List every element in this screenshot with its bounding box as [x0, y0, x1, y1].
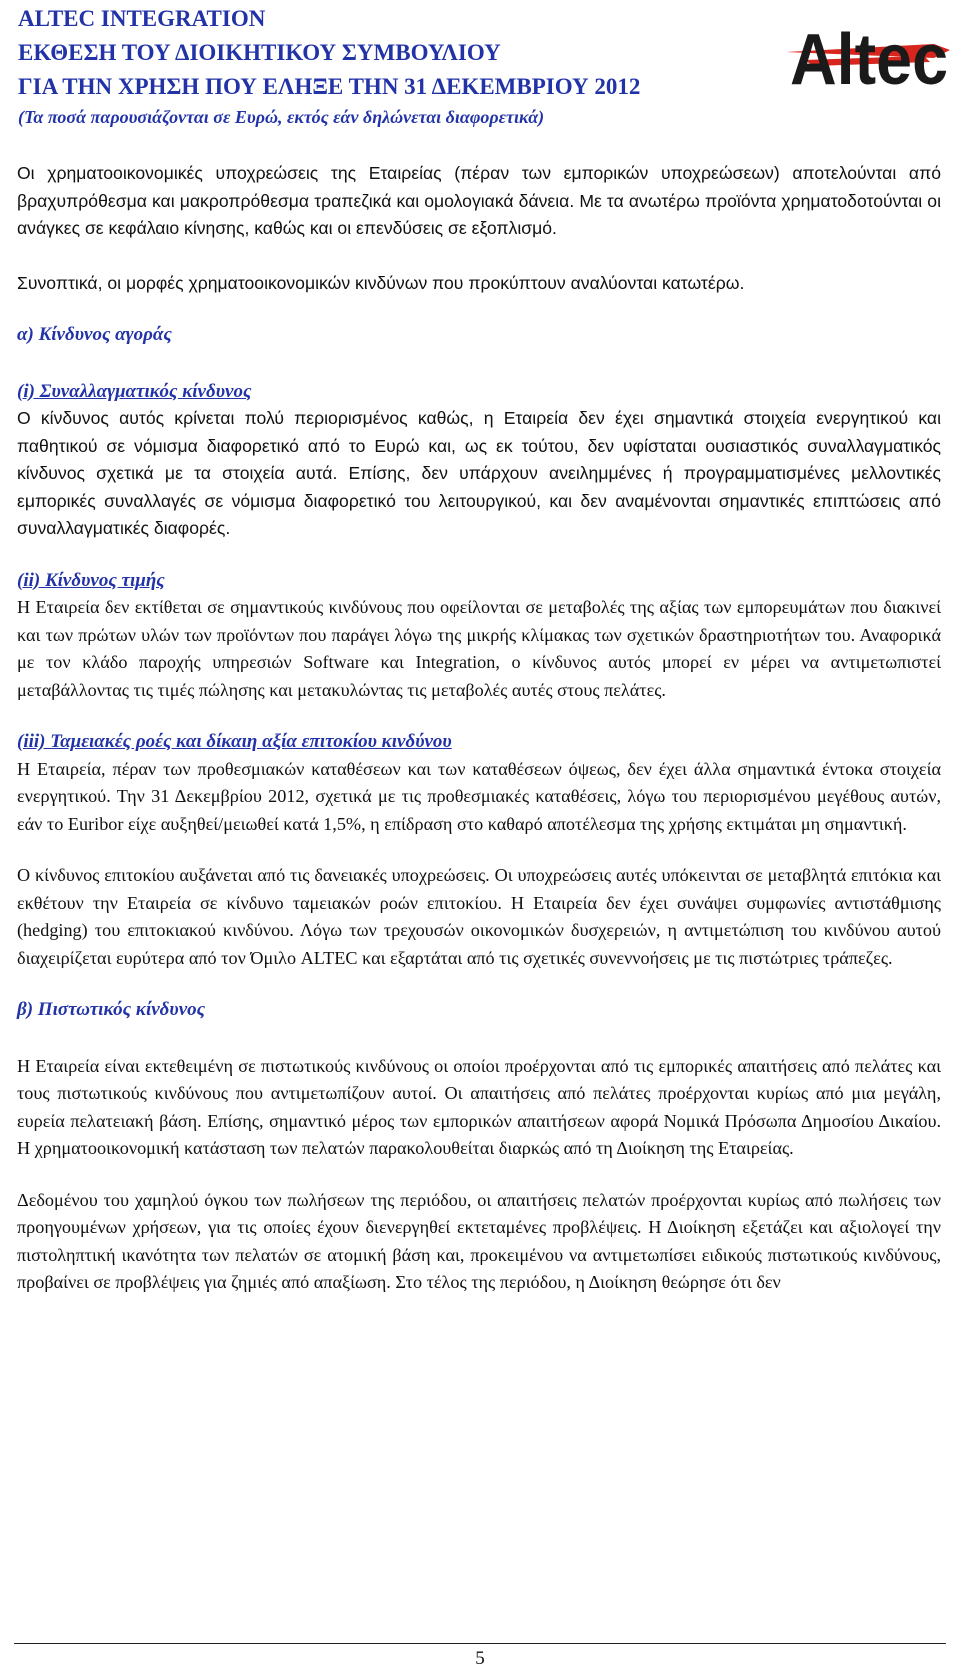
paragraph-receivables-provisions: Δεδομένου του χαμηλού όγκου των πωλήσεων της περιόδου, οι απαιτήσεις πελατών προέρχονται κυρίως από πωλήσεις των προηγουμένων χρήσεων, για τις οποίες έχουν διενεργηθεί εκτεταμένες προβλέψεις. Η Διοίκηση εξετάζει και αξιολογεί την πιστοληπτική ικανότητα των πελατών σε ατομική βάση και, προκειμένου να αντιμετωπίσει ειδικούς πιστωτικούς κινδύνους, προβαίνει σε προβλέψεις για ζημιές από απαξίωση. Στο τέλος της περιόδου, η Διοίκηση θεώρησε ότι δεν: [17, 1189, 941, 1292]
paragraph-price-risk: Η Εταιρεία δεν εκτίθεται σε σημαντικούς κινδύνους που οφείλονται σε μεταβολές της αξίας των εμπορευμάτων που διακινεί και των πρώτων υλών των προϊόντων που παράγει λόγω της μικρής κλίμακας των σχετικών δραστηριοτήτων του. Αναφορικά με τον κλάδο παροχής υπηρεσιών Software και Integration, ο κίνδυνος αυτός μπορεί εν μέρει να αντιμετωπιστεί μεταβάλλοντας τις τιμές πώλησης και μετακυλώντας τις μεταβολές αυτές στους πελάτες.: [17, 597, 941, 700]
report-period: ΓΙΑ ΤΗΝ ΧΡΗΣΗ ΠΟΥ ΕΛΗΞΕ ΤΗΝ 31 ΔΕΚΕΜΒΡΙΟΥ 2012: [18, 74, 641, 99]
paragraph-loan-interest-risk: Ο κίνδυνος επιτοκίου αυξάνεται από τις δανειακές υποχρεώσεις. Οι υποχρεώσεις αυτές υπόκεινται σε μεταβλητά επιτόκια και εκθέτουν την Εταιρεία σε κίνδυνο ταμειακών ροών επιτοκίου. Η Εταιρεία δεν έχει συνάψει συμφωνίες αντιστάθμισης (hedging) του επιτοκιακού κινδύνου. Λόγω των τρεχουσών οικονομικών δυσχερειών, η αντιμετώπιση του κινδύνου αυτού διαχειρίζεται ευρύτερα από τον Όμιλο ALTEC και εξαρτάται από τις σχετικές συνεννοήσεις με τις πιστώτριες τράπεζες.: [17, 865, 941, 968]
paragraph-deposits-interest: Η Εταιρεία, πέραν των προθεσμιακών καταθέσεων και των καταθέσεων όψεως, δεν έχει άλλα σημαντικά έντοκα στοιχεία ενεργητικού. Την 31 Δεκεμβρίου 2012, σχετικά με τις προθεσμιακές καταθέσεις, λόγω του περιορισμένου μεγέθους αυτών, εάν το Euribor είχε αυξηθεί/μειωθεί κατά 1,5%, η επίδραση στο καθαρό αποτέλεσμα της χρήσης εκτιμάται μη σημαντική.: [17, 758, 941, 834]
paragraph-credit-exposure: Η Εταιρεία είναι εκτεθειμένη σε πιστωτικούς κινδύνους οι οποίοι προέρχονται από τις εμπορικές απαιτήσεις από πελάτες και τους πιστωτικούς κινδύνους που αντιμετωπίζουν αυτοί. Οι απαιτήσεις από πελάτες προέρχονται κυρίως από μια μεγάλη, ευρεία πελατειακή βάση. Επίσης, σημαντικό μέρος των εμπορικών απαιτήσεων αφορά Νομικά Πρόσωπα Δημοσίου Δικαίου. Η χρηματοοικονομική κατάσταση των πελατών παρακολουθείται διαρκώς από τη Διοίκηση της Εταιρείας.: [17, 1055, 941, 1158]
footer-rule: [14, 1643, 946, 1644]
heading-price-risk: (ii) Κίνδυνος τιμής: [17, 569, 165, 591]
document-body: [17, 160, 941, 1297]
heading-cash-flow-interest-risk: (iii) Ταμειακές ροές και δίκαιη αξία επιτοκίου κινδύνου: [17, 731, 452, 752]
paragraph-risk-summary: Συνοπτικά, οι μορφές χρηματοοικονομικών κινδύνων που προκύπτουν αναλύονται κατωτέρω.: [17, 272, 745, 293]
logo-wordmark: Altec: [790, 20, 948, 96]
company-name: ALTEC INTEGRATION: [18, 6, 266, 31]
heading-currency-risk: (i) Συναλλαγματικός κίνδυνος: [17, 380, 252, 402]
page-header: [18, 2, 778, 130]
altec-logo: [784, 0, 954, 96]
heading-market-risk: α) Κίνδυνος αγοράς: [17, 324, 172, 345]
currency-note: (Τα ποσά παρουσιάζονται σε Ευρώ, εκτός εάν δηλώνεται διαφορετικά): [18, 107, 545, 127]
page-number: 5: [475, 1648, 485, 1669]
report-title: ΕΚΘΕΣΗ ΤΟΥ ΔΙΟΙΚΗΤΙΚΟΥ ΣΥΜΒΟΥΛΙΟΥ: [18, 40, 501, 65]
paragraph-currency-risk: Ο κίνδυνος αυτός κρίνεται πολύ περιορισμένος καθώς, η Εταιρεία δεν έχει σημαντικά στοιχεία ενεργητικού και παθητικού σε νόμισμα διαφορετικό από το Ευρώ και, ως εκ τούτου, δεν υφίσταται ουσιαστικός συναλλαγματικός κίνδυνος σχετικά με τα στοιχεία αυτά. Επίσης, δεν υπάρχουν ανειλημμένες ή προγραμματισμένες μελλοντικές εμπορικές συναλλαγές σε νόμισμα διαφορετικό του λειτουργικού, και δεν αναμένονται σημαντικές επιπτώσεις από συναλλαγματικές διαφορές.: [17, 408, 941, 538]
paragraph-financial-liabilities: Οι χρηματοοικονομικές υποχρεώσεις της Εταιρείας (πέραν των εμπορικών υποχρεώσεων) αποτελούνται από βραχυπρόθεσμα και μακροπρόθεσμα τραπεζικά και ομολογιακά δάνεια. Με τα ανωτέρω προϊόντα χρηματοδοτούνται οι ανάγκες σε κεφάλαιο κίνησης, καθώς και οι επενδύσεις σε εξοπλισμό.: [17, 163, 941, 238]
heading-credit-risk: β) Πιστωτικός κίνδυνος: [17, 999, 206, 1020]
